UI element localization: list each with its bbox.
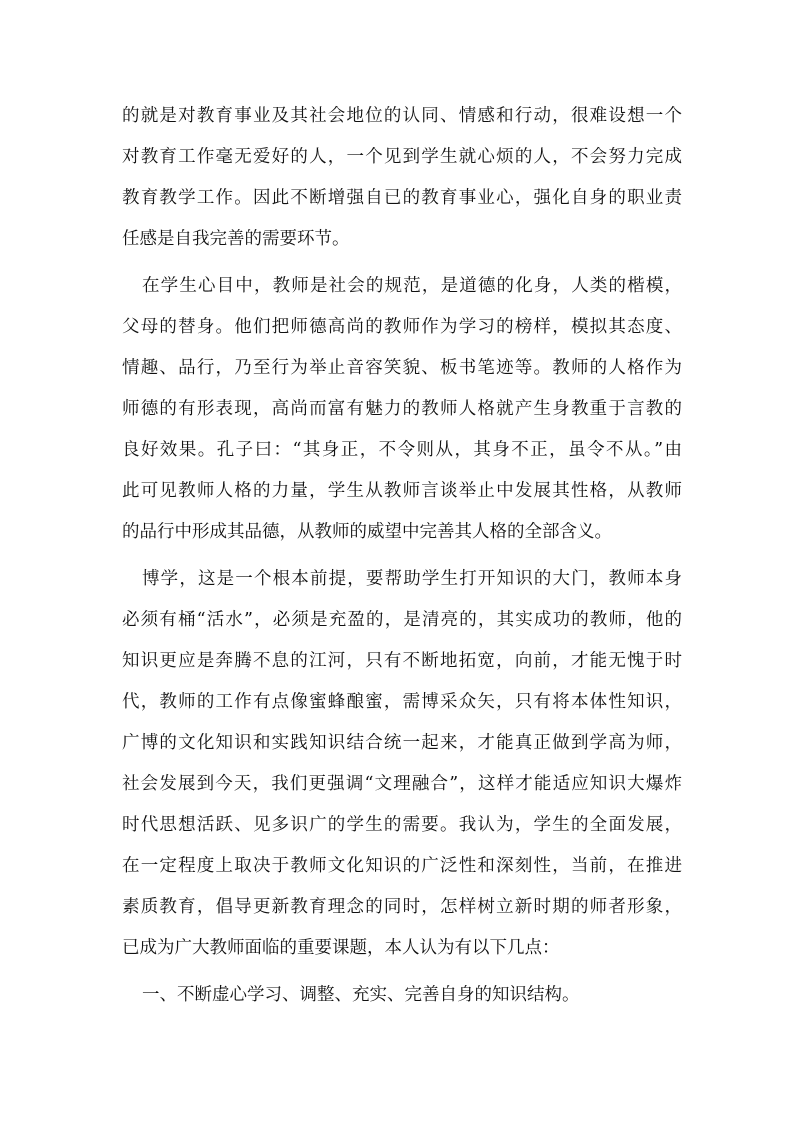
text-line: 必须有桶“活水”，必须是充盈的，是清亮的，其实成功的教师，他的 <box>122 610 682 630</box>
text-line: 知识更应是奔腾不息的江河，只有不断地拓宽，向前，才能无愧于时 <box>122 651 682 671</box>
document-body <box>122 96 682 1016</box>
text-line: 社会发展到今天，我们更强调“文理融合”，这样才能适应知识大爆炸 <box>122 774 682 794</box>
text-line: 师德的有形表现，高尚而富有魅力的教师人格就产生身教重于言教的 <box>122 399 682 419</box>
text-line: 对教育工作毫无爱好的人，一个见到学生就心烦的人，不会努力完成 <box>122 147 682 167</box>
paragraph-3 <box>122 559 682 969</box>
text-line: 博学，这是一个根本前提，要帮助学生打开知识的大门，教师本身 <box>142 569 682 589</box>
text-line: 素质教育，倡导更新教育理念的同时，怎样树立新时期的师者形象， <box>122 897 682 917</box>
text-line: 良好效果。孔子曰：“其身正，不令则从，其身不正，虽令不从。”由 <box>122 440 682 460</box>
text-line: 在学生心目中，教师是社会的规范，是道德的化身，人类的楷模， <box>142 276 682 296</box>
text-line: 代，教师的工作有点像蜜蜂酿蜜，需博采众矢，只有将本体性知识， <box>122 692 682 712</box>
text-line: 此可见教师人格的力量，学生从教师言谈举止中发展其性格，从教师 <box>122 481 682 501</box>
paragraph-1 <box>122 96 682 260</box>
text-line: 任感是自我完善的需要环节。 <box>122 229 350 249</box>
paragraph-4 <box>122 975 682 1016</box>
text-line: 父母的替身。他们把师德高尚的教师作为学习的榜样，模拟其态度、 <box>122 317 682 337</box>
text-line: 的就是对教育事业及其社会地位的认同、情感和行动，很难设想一个 <box>122 106 682 126</box>
text-line: 已成为广大教师面临的重要课题，本人认为有以下几点： <box>122 938 560 958</box>
text-line: 教育教学工作。因此不断增强自已的教育事业心，强化自身的职业责 <box>122 188 682 208</box>
text-line: 广博的文化知识和实践知识结合统一起来，才能真正做到学高为师， <box>122 733 682 753</box>
paragraph-2 <box>122 266 682 553</box>
text-line: 的品行中形成其品德，从教师的威望中完善其人格的全部含义。 <box>122 522 612 542</box>
section-heading: 一、不断虚心学习、调整、充实、完善自身的知识结构。 <box>142 985 580 1005</box>
text-line: 情趣、品行，乃至行为举止音容笑貌、板书笔迹等。教师的人格作为 <box>122 358 682 378</box>
text-line: 在一定程度上取决于教师文化知识的广泛性和深刻性，当前，在推进 <box>122 856 682 876</box>
text-line: 时代思想活跃、见多识广的学生的需要。我认为，学生的全面发展， <box>122 815 682 835</box>
